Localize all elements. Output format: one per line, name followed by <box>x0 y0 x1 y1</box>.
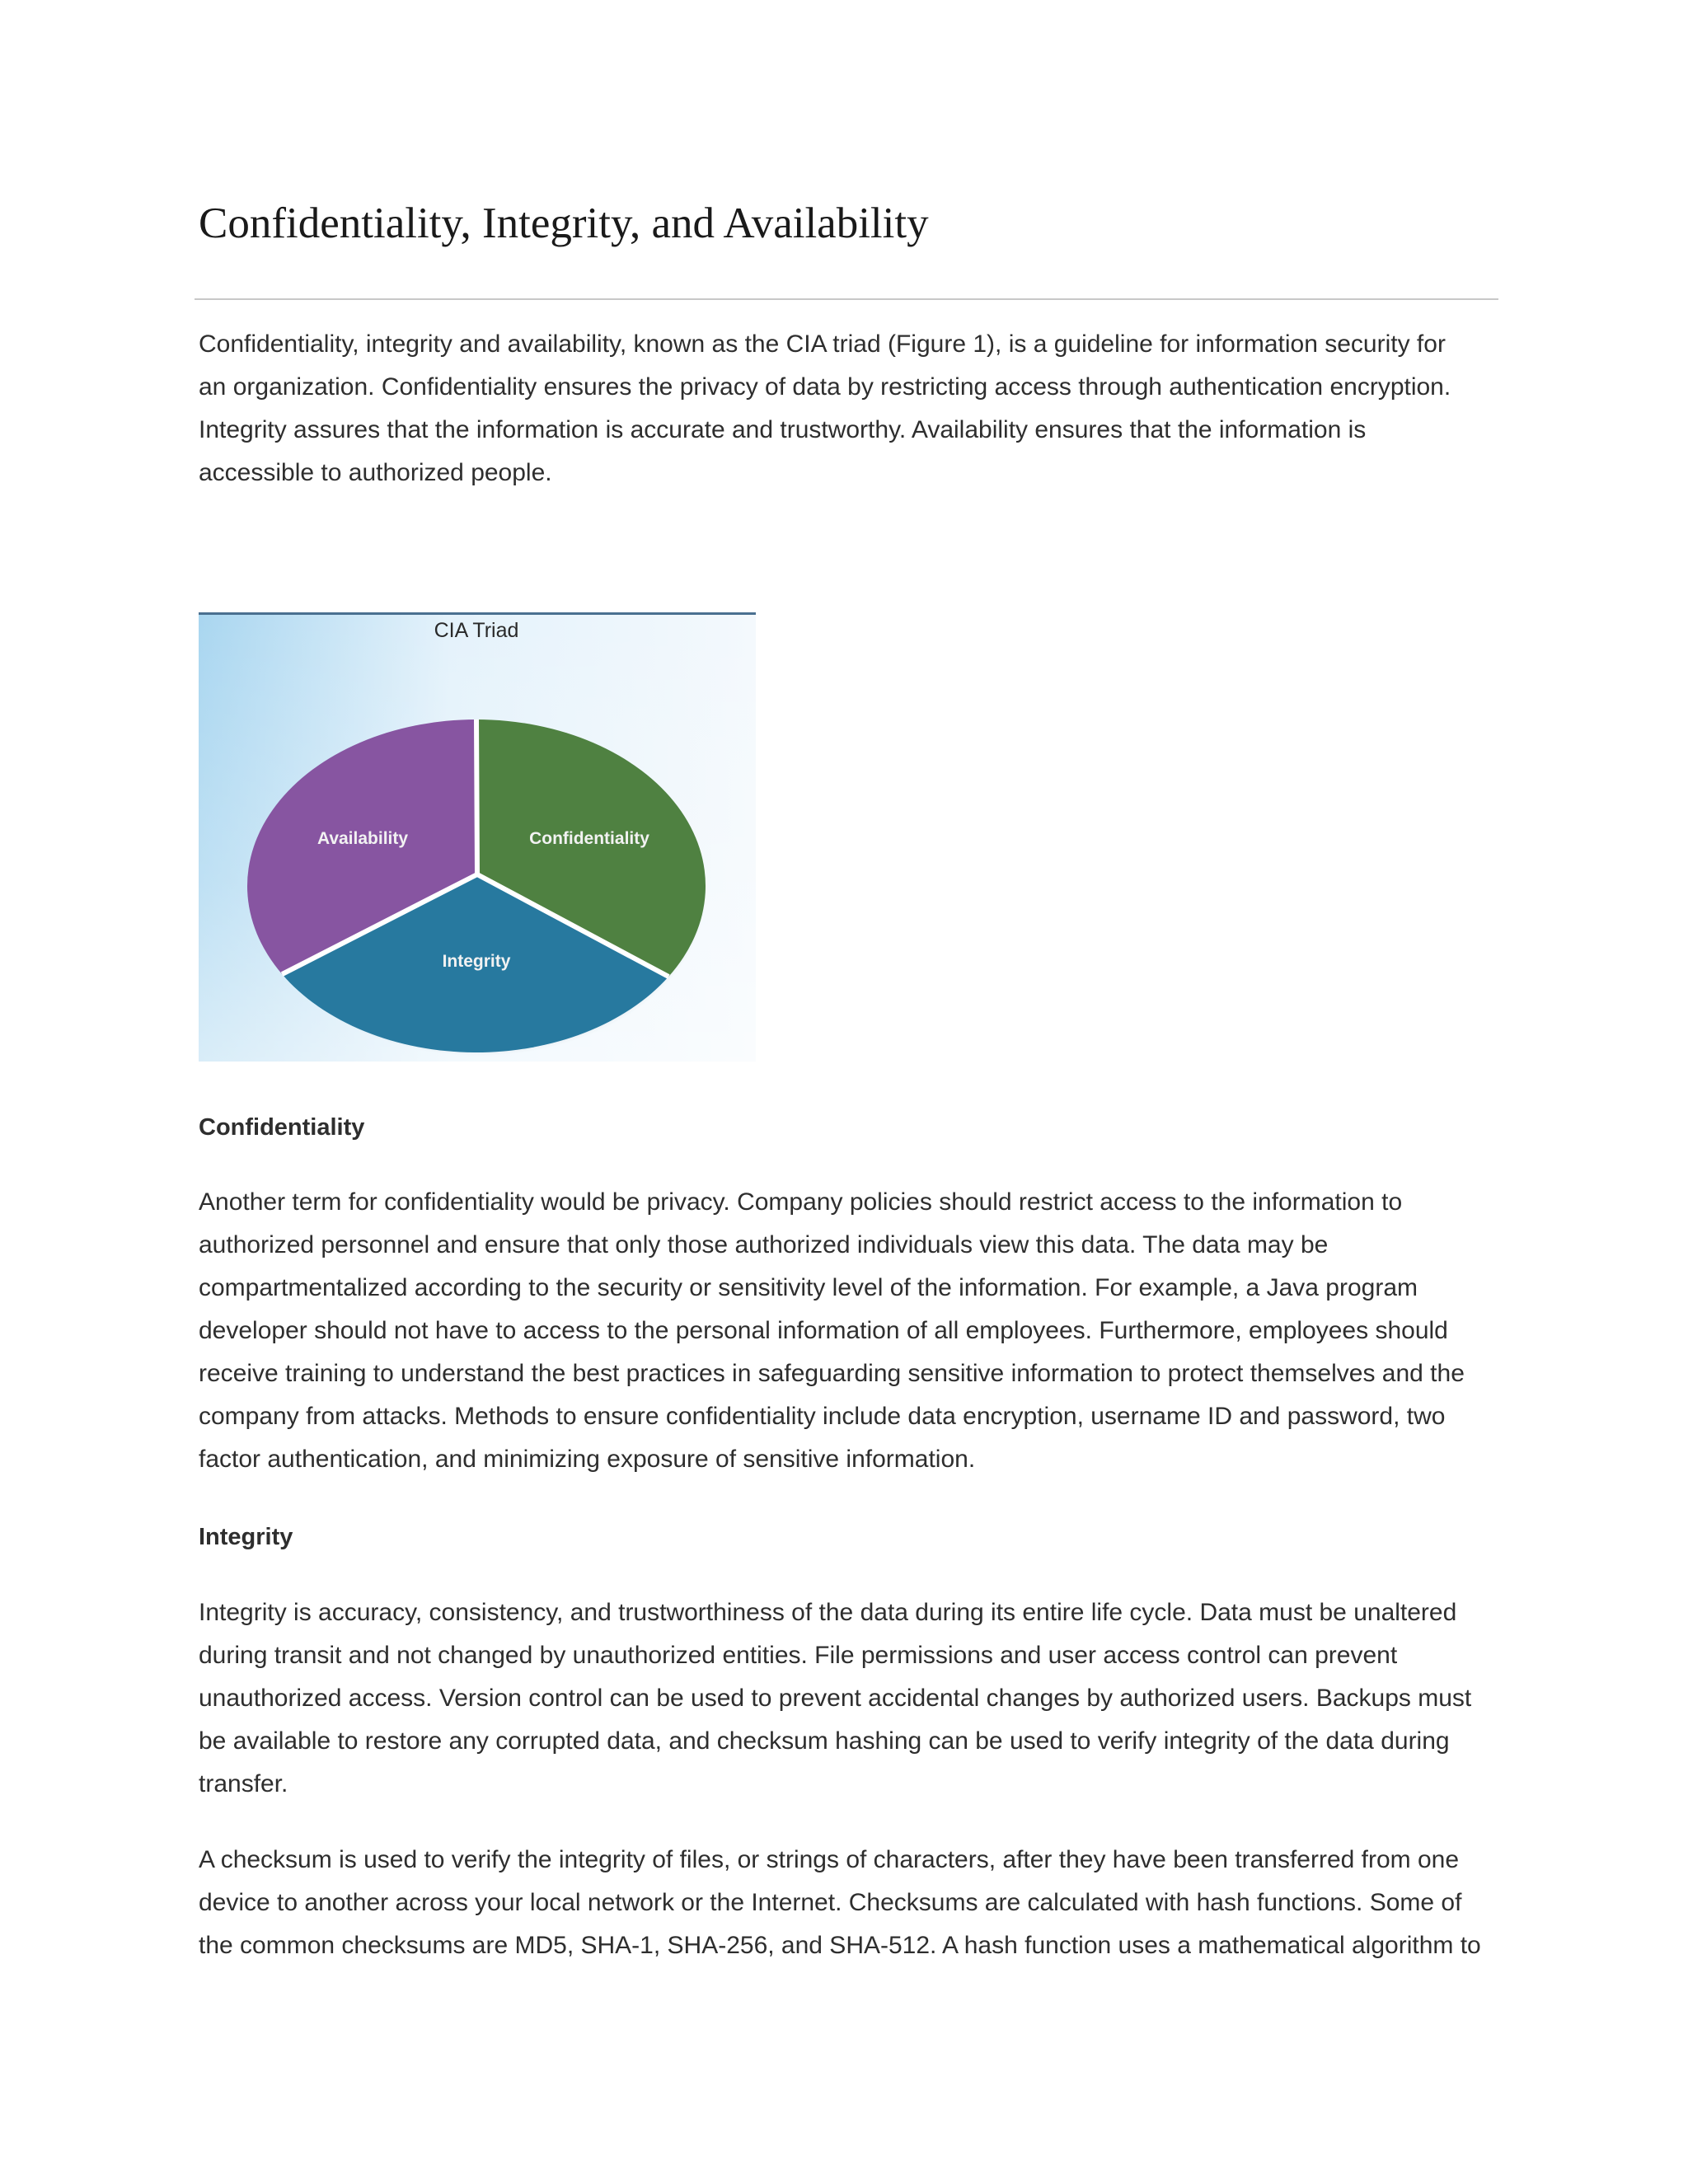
figure-title: CIA Triad <box>434 619 519 642</box>
paragraph-line: company from attacks. Methods to ensure confidentiality include data encryption, username ID and password, two <box>199 1403 1446 1430</box>
intro-line: Integrity assures that the information is accurate and trustworthy. Availability ensures that the information is <box>199 416 1367 443</box>
paragraph-line: Integrity is accuracy, consistency, and trustworthiness of the data during its entire life cycle. Data must be unaltered <box>199 1599 1457 1626</box>
paragraph-line: device to another across your local network or the Internet. Checksums are calculated with hash functions. Some of <box>199 1889 1462 1916</box>
paragraph-line: developer should not have to access to the personal information of all employees. Furthermore, employees should <box>199 1317 1448 1344</box>
pie <box>247 719 706 1052</box>
paragraph-line: during transit and not changed by unauthorized entities. File permissions and user access control can prevent <box>199 1642 1398 1669</box>
paragraph-line: Another term for confidentiality would be privacy. Company policies should restrict access to the information to <box>199 1188 1403 1216</box>
paragraph-line: transfer. <box>199 1770 288 1797</box>
intro-line: Confidentiality, integrity and availability, known as the CIA triad (Figure 1), is a guideline for information security for <box>199 330 1446 358</box>
section-heading-integrity: Integrity <box>199 1524 293 1550</box>
section-heading-confidentiality: Confidentiality <box>199 1114 365 1141</box>
paragraph-line: receive training to understand the best practices in safeguarding sensitive information to protect themselves and the <box>199 1360 1465 1387</box>
title-divider <box>195 298 1498 300</box>
intro-line: an organization. Confidentiality ensures the privacy of data by restricting access through authentication encryption. <box>199 373 1451 401</box>
paragraph-line: be available to restore any corrupted data, and checksum hashing can be used to verify integrity of the data during <box>199 1727 1450 1755</box>
figure-top-border <box>199 612 756 615</box>
intro-line: accessible to authorized people. <box>199 459 552 486</box>
checksum-paragraph <box>199 1839 1501 1967</box>
paragraph-line: unauthorized access. Version control can be used to prevent accidental changes by authorized users. Backups must <box>199 1685 1472 1712</box>
availability-label: Availability <box>316 829 409 848</box>
paragraph-line: compartmentalized according to the security or sensitivity level of the information. For example, a Java program <box>199 1274 1418 1301</box>
integrity-label: Integrity <box>442 952 511 971</box>
confidentiality-label: Confidentiality <box>529 829 649 848</box>
paragraph-line: the common checksums are MD5, SHA-1, SHA-256, and SHA-512. A hash function uses a mathematical algorithm to <box>199 1932 1481 1959</box>
paragraph-line: authorized personnel and ensure that only those authorized individuals view this data. The data may be <box>199 1231 1329 1258</box>
cia-triad-diagram <box>199 612 756 1062</box>
confidentiality-paragraph <box>199 1181 1501 1481</box>
page-title: Confidentiality, Integrity, and Availability <box>199 199 929 247</box>
cia-triad-figure <box>199 612 756 1062</box>
paragraph-line: factor authentication, and minimizing exposure of sensitive information. <box>199 1446 976 1473</box>
intro-paragraph <box>199 323 1501 494</box>
paragraph-line: A checksum is used to verify the integrity of files, or strings of characters, after they have been transferred from one <box>199 1846 1460 1873</box>
integrity-paragraph <box>199 1591 1501 1806</box>
